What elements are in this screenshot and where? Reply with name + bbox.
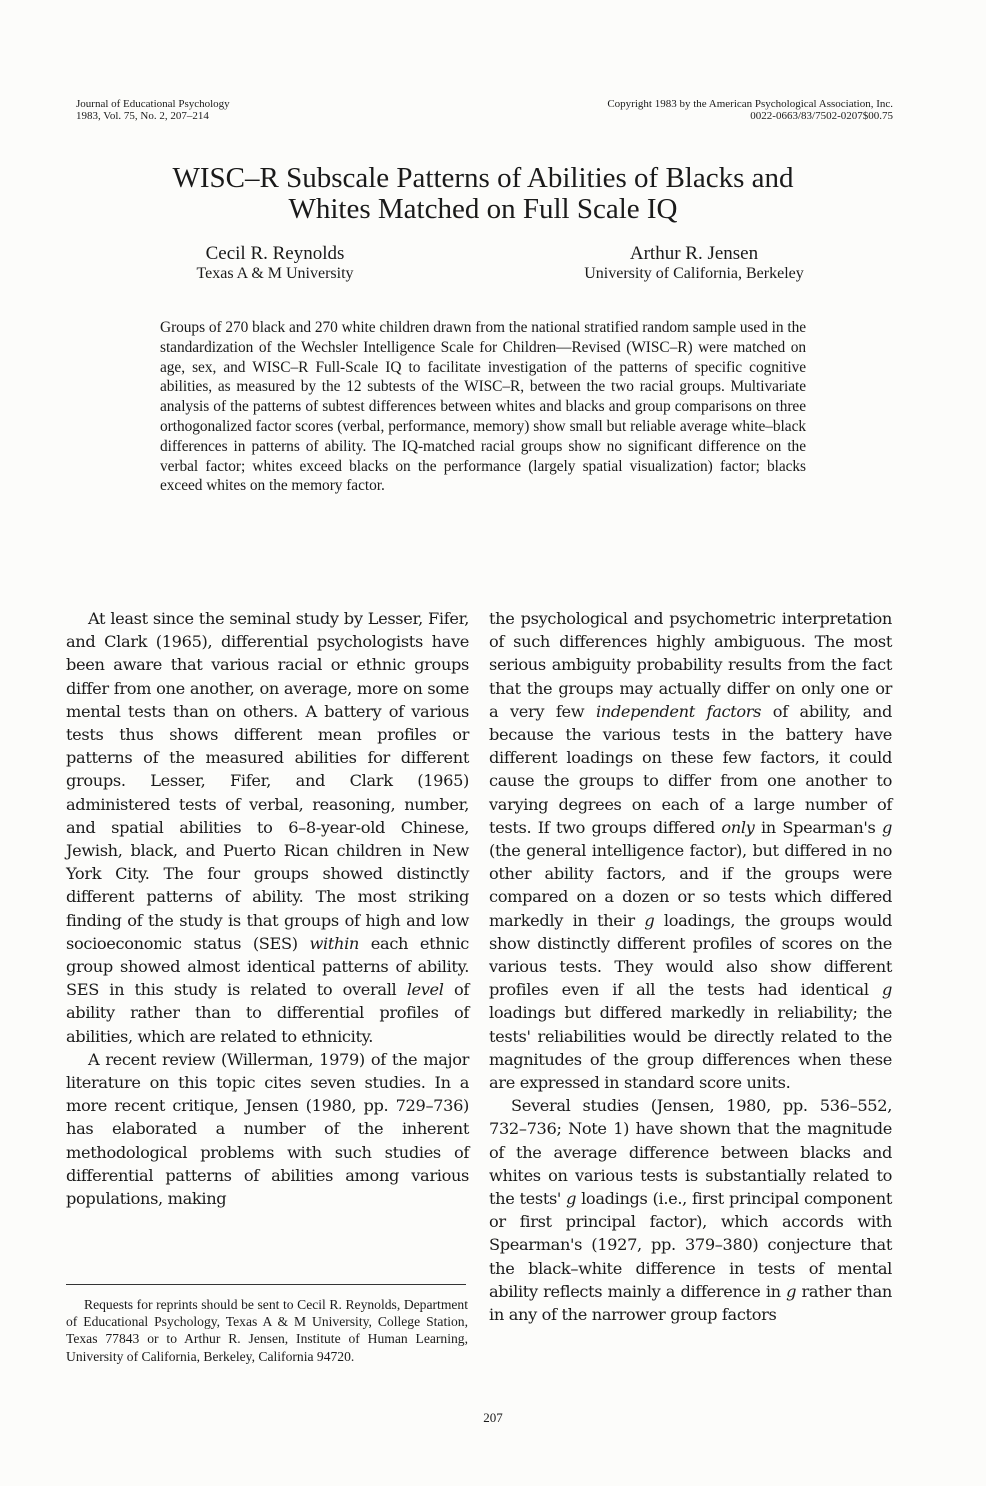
right-column	[489, 607, 892, 1326]
footnote: Requests for reprints should be sent to Cecil R. Reynolds, Department of Educational Psychology, Texas A & M University, College Station, Texas 77843 or to Arthur R. Jensen, Institute of Human Learning, University of California, Berkeley, California 94720.	[66, 1297, 468, 1364]
author-2	[548, 244, 840, 284]
emphasis: independent factors	[595, 701, 762, 721]
page-number: 207	[483, 1410, 503, 1425]
article-code: 0022-0663/83/7502-0207$00.75	[750, 110, 893, 122]
emphasis: g	[566, 1189, 577, 1209]
copyright-line: Copyright 1983 by the American Psychological Association, Inc.	[607, 98, 893, 110]
emphasis: level	[406, 980, 444, 1000]
author-name: Arthur R. Jensen	[629, 243, 759, 264]
author-1	[160, 244, 390, 284]
text-run: rather than in any of the narrower group factors	[489, 1281, 892, 1325]
body-paragraph: A recent review (Willerman, 1979) of the major literature on this topic cites seven studies. In a more recent critique, Jensen (1980, pp. 729–736) has elaborated a number of the inherent methodological problems with such studies of differential patterns of abilities among various populations, making	[66, 1049, 469, 1209]
title-line-2: Whites Matched on Full Scale IQ	[288, 193, 678, 225]
text-run: At least since the seminal study by Lesser, Fifer, and Clark (1965), differential psychologists have been aware that various racial or ethnic groups differ from one another, on average, more on some mental tests than on others. A battery of various tests thus shows different mean profiles or patterns of the measured abilities for different groups. Lesser, Fifer, and Clark (1965) administered tests of verbal, reasoning, number, and spatial abilities to 6–8-year-old Chinese, Jewish, black, and Puerto Rican children in New York City. The four groups showed distinctly different patterns of ability. The most striking finding of the study is that groups of high and low socioeconomic status (SES)	[66, 609, 469, 953]
text-run: loadings but differed markedly in reliability; the tests' reliabilities would be directly related to the magnitudes of the group differences when these are expressed in standard score units.	[489, 1003, 892, 1093]
footnote-divider	[66, 1284, 466, 1285]
emphasis: g	[644, 910, 655, 930]
text-run: Several studies (Jensen, 1980, pp. 536–552, 732–736; Note 1) have shown that the magnitude of the average difference between blacks and whites on various tests is substantially related to the tests'	[489, 1096, 892, 1209]
text-run: each ethnic group showed almost identical patterns of ability. SES in this study is related to overall	[66, 933, 469, 1000]
emphasis: only	[721, 817, 755, 837]
journal-issue: 1983, Vol. 75, No. 2, 207–214	[76, 110, 209, 122]
text-run: of ability rather than to differential profiles of abilities, which are related to ethnicity.	[66, 980, 469, 1046]
text-run: (the general intelligence factor), but differed in no other ability factors, and if the groups were compared on a dozen or so tests which differed markedly in their	[489, 841, 892, 930]
author-name: Cecil R. Reynolds	[205, 243, 345, 264]
title-line-1: WISC–R Subscale Patterns of Abilities of Blacks and	[172, 162, 794, 194]
text-run: of ability, and because the various tests in the battery have different loadings on these few factors, it could cause the groups to differ from one another to varying degrees on each of a large number of tests. If two groups differed	[489, 701, 892, 837]
body-paragraph	[489, 1094, 892, 1326]
article-title	[70, 163, 896, 225]
text-run: loadings, the groups would show distinctly different profiles of scores on the various tests. They would also show different profiles even if all the tests had identical	[489, 910, 892, 1000]
author-affiliation: University of California, Berkeley	[584, 265, 804, 282]
emphasis: g	[881, 980, 892, 1000]
copyright-header	[607, 98, 893, 122]
left-column	[66, 607, 469, 1210]
body-paragraph	[66, 607, 469, 1048]
emphasis: g	[881, 817, 892, 837]
body-paragraph	[489, 607, 892, 1094]
emphasis: within	[309, 933, 359, 953]
text-run: loadings (i.e., first principal component or first principal factor), which accords with Spearman's (1927, pp. 379–380) conjecture that the black–white difference in tests of mental ability reflects mainly a difference in	[489, 1189, 892, 1301]
text-run: the psychological and psychometric interpretation of such differences highly ambiguous. The most serious ambiguity probability results from the fact that the groups may actually differ on only one or a very few	[489, 609, 892, 721]
text-run: in Spearman's	[754, 817, 882, 837]
journal-header	[76, 98, 230, 122]
journal-name: Journal of Educational Psychology	[76, 98, 230, 110]
abstract: Groups of 270 black and 270 white children drawn from the national stratified random sample used in the standardization of the Wechsler Intelligence Scale for Children—Revised (WISC–R) were matched on age, sex, and WISC–R Full-Scale IQ to facilitate investigation of the patterns of specific cognitive abilities, as measured by the 12 subtests of the WISC–R, between the two racial groups. Multivariate analysis of the patterns of subtest differences between whites and blacks and group comparisons on three orthogonalized factor scores (verbal, performance, memory) show small but reliable average white–black differences in patterns of ability. The IQ-matched racial groups show no significant difference on the verbal factor; whites exceed blacks on the performance (largely spatial visualization) factor; blacks exceed whites on the memory factor.	[160, 319, 806, 495]
emphasis: g	[786, 1281, 797, 1301]
author-affiliation: Texas A & M University	[196, 265, 354, 282]
